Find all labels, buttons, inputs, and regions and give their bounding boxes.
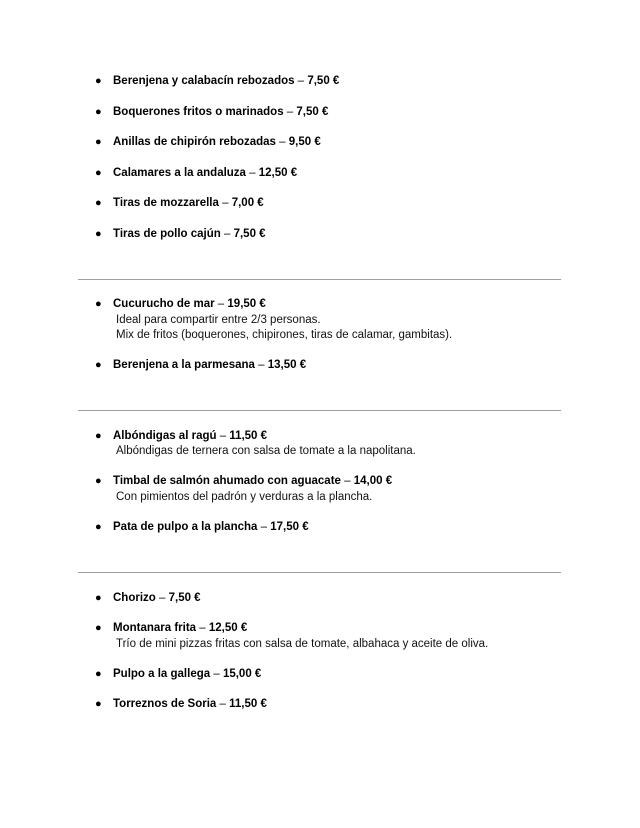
section-divider	[78, 572, 561, 573]
bullet-icon: ●	[95, 75, 102, 87]
item-name: Anillas de chipirón rebozadas	[113, 136, 276, 148]
item-name: Torreznos de Soria	[113, 698, 217, 710]
item-price: 13,50 €	[267, 359, 307, 371]
item-price: 12,50 €	[208, 622, 248, 634]
item-name: Boquerones fritos o marinados	[113, 106, 284, 118]
bullet-icon: ●	[95, 298, 102, 310]
bullet-icon: ●	[95, 167, 102, 179]
item-price: 7,50 €	[233, 228, 266, 240]
item-name: Timbal de salmón ahumado con aguacate	[113, 475, 341, 487]
item-name: Berenjena a la parmesana	[113, 359, 255, 371]
bullet-icon: ●	[95, 359, 102, 371]
item-price: 7,50 €	[307, 75, 340, 87]
item-price: 11,50 €	[229, 430, 268, 442]
item-price: 11,50 €	[229, 698, 267, 710]
item-name: Calamares a la andaluza	[113, 167, 246, 179]
menu-item	[95, 429, 575, 460]
item-description: Con pimientos del padrón y verduras a la plancha.	[116, 491, 373, 503]
item-name: Albóndigas al ragú	[113, 430, 217, 442]
bullet-icon: ●	[95, 197, 102, 209]
menu-item	[95, 297, 575, 343]
item-price: 17,50 €	[270, 521, 309, 533]
item-separator: –	[257, 521, 271, 533]
item-separator: –	[220, 228, 234, 240]
bullet-icon: ●	[95, 430, 102, 442]
item-separator: –	[196, 622, 209, 634]
bullet-icon: ●	[95, 668, 102, 680]
bullet-icon: ●	[95, 475, 102, 487]
item-price: 7,00 €	[231, 197, 264, 209]
item-separator: –	[275, 136, 289, 148]
bullet-icon: ●	[95, 228, 102, 240]
item-separator: –	[216, 698, 230, 710]
item-separator: –	[218, 197, 232, 209]
item-separator: –	[214, 298, 228, 310]
item-price: 15,00 €	[222, 668, 262, 680]
item-separator: –	[245, 167, 259, 179]
section-divider	[78, 410, 561, 411]
item-description: Mix de fritos (boquerones, chipirones, tiras de calamar, gambitas).	[116, 329, 453, 341]
item-separator: –	[340, 475, 354, 487]
bullet-icon: ●	[95, 521, 102, 533]
bullet-icon: ●	[95, 622, 102, 634]
item-separator: –	[210, 668, 223, 680]
item-price: 7,50 €	[168, 592, 201, 604]
item-name: Cucurucho de mar	[113, 298, 215, 310]
menu-item	[95, 621, 575, 652]
item-price: 12,50 €	[258, 167, 298, 179]
item-name: Pulpo a la gallega	[113, 668, 211, 680]
item-name: Chorizo	[113, 592, 156, 604]
bullet-icon: ●	[95, 136, 102, 148]
bullet-icon: ●	[95, 106, 102, 118]
item-name: Tiras de mozzarella	[113, 197, 219, 209]
item-separator: –	[216, 430, 230, 442]
item-name: Tiras de pollo cajún	[113, 228, 221, 240]
item-separator: –	[294, 75, 308, 87]
item-price: 19,50 €	[227, 298, 266, 310]
item-description: Trío de mini pizzas fritas con salsa de tomate, albahaca y aceite de oliva.	[116, 638, 489, 650]
item-separator: –	[155, 592, 169, 604]
item-description: Albóndigas de ternera con salsa de tomate a la napolitana.	[116, 445, 416, 457]
item-price: 14,00 €	[353, 475, 393, 487]
section-divider	[78, 279, 561, 280]
item-separator: –	[283, 106, 297, 118]
item-price: 9,50 €	[288, 136, 321, 148]
item-description: Ideal para compartir entre 2/3 personas.	[116, 314, 321, 326]
item-name: Montanara frita	[113, 622, 197, 634]
item-price: 7,50 €	[296, 106, 329, 118]
item-name: Pata de pulpo a la plancha	[113, 521, 258, 533]
bullet-icon: ●	[95, 592, 102, 604]
bullet-icon: ●	[95, 698, 102, 710]
item-separator: –	[254, 359, 268, 371]
item-name: Berenjena y calabacín rebozados	[113, 75, 295, 87]
menu-item	[95, 474, 575, 505]
